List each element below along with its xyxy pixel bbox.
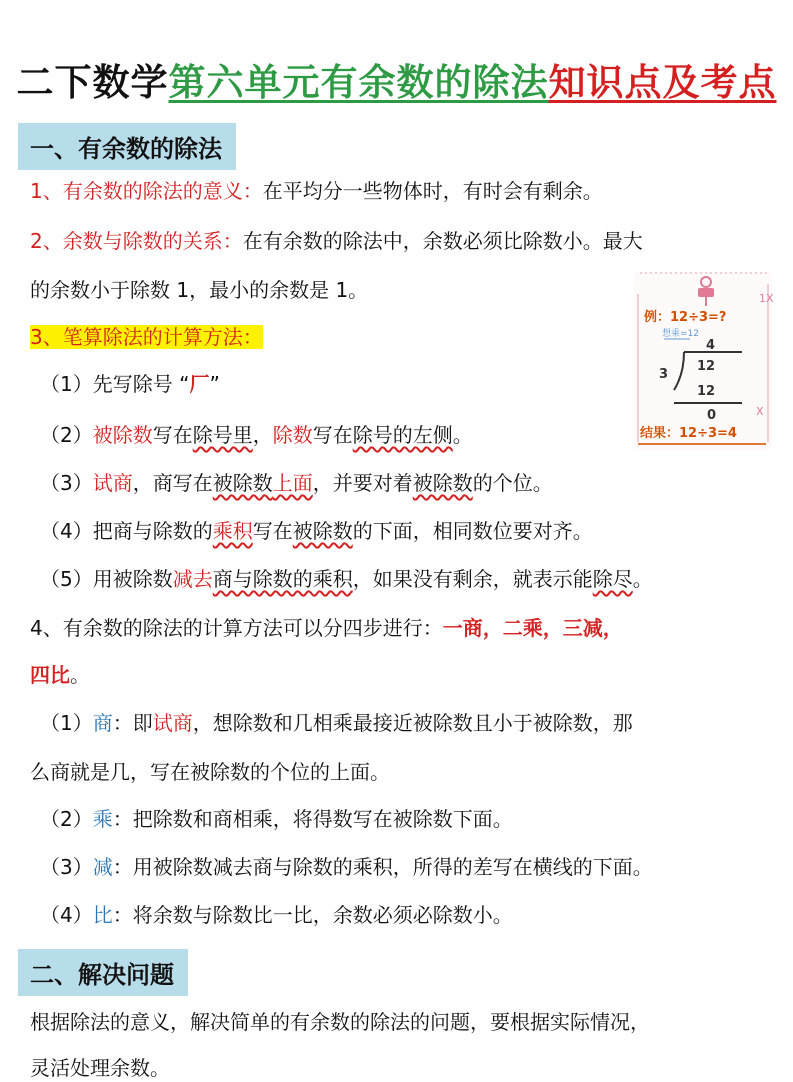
detail-1-line2: 么商就是几，写在被除数的个位的上面。	[30, 760, 390, 784]
detail-2-text: ：把除数和商相乘，将得数写在被除数下面。	[112, 807, 513, 831]
example-card	[634, 272, 772, 450]
step-4-text-e: 的下面，相同数位要对齐。	[352, 519, 593, 543]
step-5-subtract: 减去	[172, 567, 213, 591]
step-4-text-a: 把商与除数的	[92, 519, 213, 543]
point-3	[30, 323, 263, 351]
step-4-product: 乘积	[212, 519, 253, 543]
example-product: 12	[697, 384, 716, 399]
detail-3-text: ：用被除数减去商与除数的乘积，所得的差写在横线的下面。	[112, 855, 653, 879]
title-part4: 知识点及考点	[548, 61, 777, 104]
step-5-period: 。	[632, 567, 653, 591]
example-header: 例：12÷3=?	[644, 310, 727, 325]
point-2-line2: 的余数小于除数 1，最小的余数是 1。	[30, 278, 369, 302]
step-5-divide-evenly: 除尽	[592, 567, 633, 591]
point-4-end: 。	[70, 663, 90, 687]
step-1	[40, 370, 220, 398]
point-3-label: 3、笔算除法的计算方法：	[30, 325, 263, 349]
example-dividend: 12	[697, 359, 716, 374]
point-2-label: 2、余数与除数的关系：	[30, 229, 243, 253]
example-result: 结果：12÷3=4	[640, 426, 737, 441]
detail-1-text: ，想除数和几相乘最接近被除数且小于被除数，那	[192, 711, 633, 735]
division-bracket	[674, 352, 684, 390]
step-5-num: （5）	[40, 567, 93, 591]
point-1	[30, 177, 603, 205]
point-4-steps: 一商，二乘，三减，	[442, 616, 623, 640]
example-hint: 想乘=12	[662, 329, 699, 339]
detail-1-keyword-2: 试商	[152, 711, 193, 735]
step-2-left-side: 除号的左侧	[352, 423, 453, 447]
section-heading-1: 一、有余数的除法	[18, 123, 236, 170]
step-2-num: （2）	[40, 423, 93, 447]
step-5-text-d: ，如果没有剩余，就表示能	[352, 567, 593, 591]
point-2-text: 在有余数的除法中，余数必须比除数小。最大	[242, 229, 643, 253]
step-4-num: （4）	[40, 519, 93, 543]
step-2-text-f: 写在	[312, 423, 353, 447]
step-2-inside-sign: 除号里	[192, 423, 253, 447]
step-3-dividend: 被除数	[212, 471, 273, 495]
step-1-num: （1）	[40, 372, 93, 396]
step-3-text-g: 的个位。	[472, 471, 553, 495]
detail-2-keyword: 乘	[92, 807, 113, 831]
step-2-period: 。	[452, 423, 473, 447]
example-card-graphic	[634, 272, 772, 450]
point-4	[30, 614, 623, 642]
step-3-text-e: ，并要对着	[312, 471, 413, 495]
detail-3-num: （3）	[40, 855, 93, 879]
example-quotient: 4	[706, 338, 716, 353]
detail-4-text: ：将余数与除数比一比，余数必须必除数小。	[112, 903, 513, 927]
division-sign-symbol: 厂	[189, 372, 210, 396]
point-1-label: 1、有余数的除法的意义：	[30, 179, 263, 203]
step-1-text: 先写除号 “	[92, 372, 190, 396]
detail-1-colon: ：即	[112, 711, 153, 735]
detail-1-keyword: 商	[92, 711, 113, 735]
point-1-text: 在平均分一些物体时，有时会有剩余。	[262, 179, 603, 203]
step-3-above: 上面	[272, 471, 313, 495]
step-4	[40, 517, 593, 545]
step-3-trial-quotient: 试商	[92, 471, 133, 495]
step-2	[40, 421, 473, 449]
point-2	[30, 227, 643, 255]
detail-4-num: （4）	[40, 903, 93, 927]
card-corner-top: 1X	[759, 292, 774, 305]
title-part1: 二下数学	[16, 61, 169, 104]
step-4-text-c: 写在	[252, 519, 293, 543]
example-divisor: 3	[659, 367, 669, 382]
page-title	[0, 52, 793, 106]
step-2-dividend: 被除数	[92, 423, 153, 447]
step-5	[40, 565, 653, 593]
detail-4-keyword: 比	[92, 903, 113, 927]
detail-3	[40, 853, 653, 881]
detail-2	[40, 805, 513, 833]
point-4-compare: 四比	[30, 663, 70, 687]
detail-2-num: （2）	[40, 807, 93, 831]
point-4-line2	[30, 661, 90, 689]
step-4-dividend: 被除数	[292, 519, 353, 543]
section-heading-2: 二、解决问题	[18, 949, 188, 996]
step-1-end: ”	[209, 372, 220, 396]
step-5-text-a: 用被除数	[92, 567, 173, 591]
title-part2: 第六单元	[168, 61, 321, 104]
step-5-product: 商与除数的乘积	[212, 567, 353, 591]
detail-4	[40, 901, 513, 929]
step-2-divisor: 除数	[272, 423, 313, 447]
point-4-text: 4、有余数的除法的计算方法可以分四步进行：	[30, 616, 443, 640]
paragraph-solve-problems: 根据除法的意义，解决简单的有余数的除法的问题，要根据实际情况，	[30, 1010, 650, 1034]
step-3-dividend-2: 被除数	[412, 471, 473, 495]
title-part3: 有余数的除法	[320, 61, 549, 104]
paragraph-solve-problems-line2: 灵活处理余数。	[30, 1056, 170, 1080]
step-3	[40, 469, 553, 497]
detail-3-keyword: 减	[92, 855, 113, 879]
card-corner-bottom: X	[756, 405, 764, 418]
binder-clip-icon	[698, 277, 714, 306]
step-2-comma: ，	[252, 423, 273, 447]
step-3-text-b: ，商写在	[132, 471, 213, 495]
detail-1-num: （1）	[40, 711, 93, 735]
step-2-text-b: 写在	[152, 423, 193, 447]
step-3-num: （3）	[40, 471, 93, 495]
example-remainder: 0	[707, 408, 717, 423]
detail-1	[40, 709, 633, 737]
